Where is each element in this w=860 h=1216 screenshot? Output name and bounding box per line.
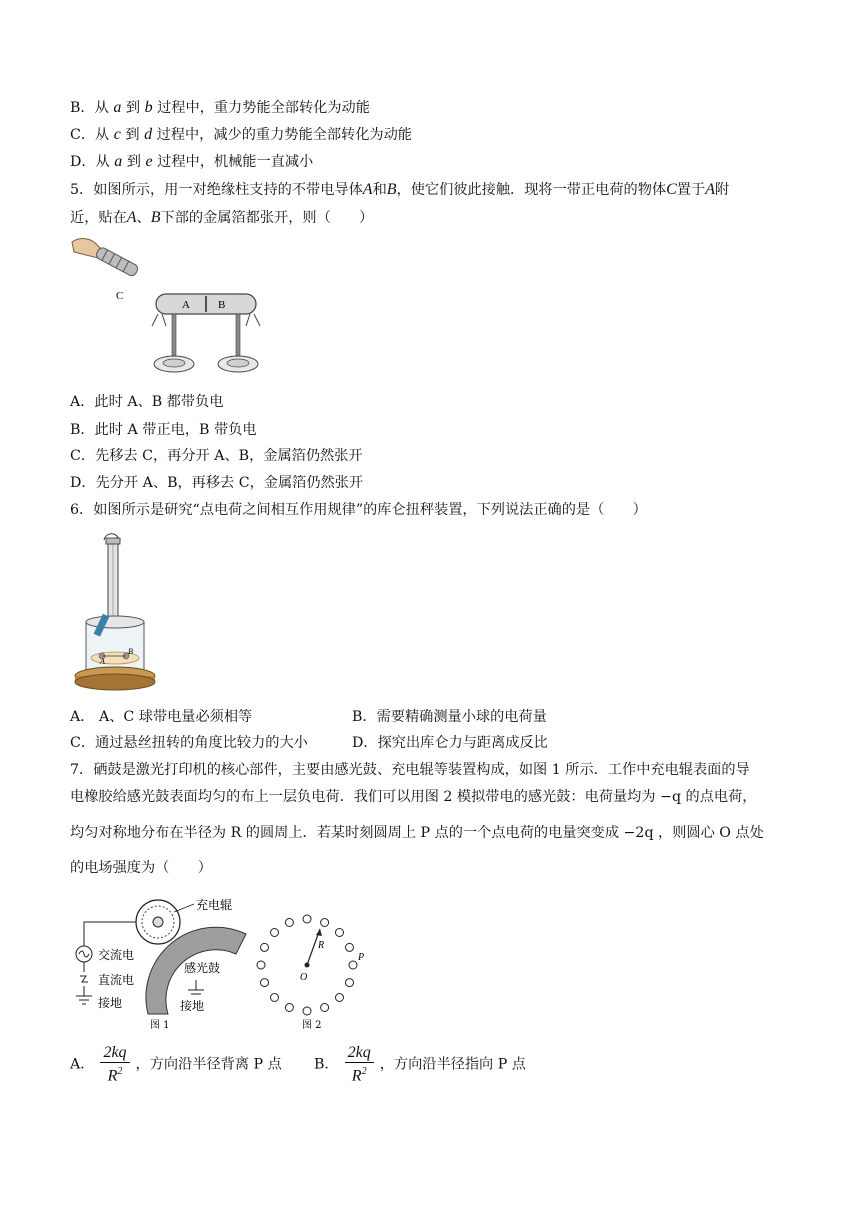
point-charge: [271, 994, 279, 1002]
q5-option-a: A．此时 A、B 都带负电: [70, 394, 224, 410]
point-charge: [285, 919, 293, 927]
label-c: C: [116, 290, 124, 302]
q5-option-b: B．此时 A 带正电，B 带负电: [70, 422, 257, 438]
q6-option-b: B．需要精确测量小球的电荷量: [352, 709, 547, 725]
q4-option-c: C．从 c 到 d 过程中，减少的重力势能全部转化为动能: [70, 126, 412, 143]
point-charge: [346, 943, 354, 951]
q6-options-row2: [70, 733, 548, 753]
charged-rod-c: [95, 246, 139, 277]
point-charge: [271, 929, 279, 937]
point-charge: [303, 1007, 311, 1015]
q5-stem-line1: 5．如图所示，用一对绝缘柱支持的不带电导体A和B，使它们彼此接触．现将一带正电荷的物体C置于A附: [70, 181, 730, 198]
label-b: B: [218, 299, 226, 311]
q7-figure-2: [258, 904, 378, 1034]
svg-text:感光鼓: 感光鼓: [184, 961, 221, 975]
point-charge: [285, 1004, 293, 1012]
q6-stem: 6．如图所示是研究“点电荷之间相互作用规律”的库仑扭秤装置，下列说法正确的是（ ）: [70, 502, 647, 518]
label-p: P: [358, 952, 365, 963]
label-o: O: [300, 972, 308, 983]
svg-text:接地: 接地: [180, 999, 205, 1013]
q6-options-row1: [70, 707, 547, 727]
point-charge: [349, 961, 357, 969]
label-r: R: [318, 940, 325, 951]
point-charge: [303, 915, 311, 923]
q4-option-b: B．从 a 到 b 过程中，重力势能全部转化为动能: [70, 99, 370, 116]
q7-stem-line4: 的电场强度为（ ）: [70, 860, 212, 876]
point-charge: [321, 919, 329, 927]
label-a: A: [100, 657, 105, 666]
q7-option-a: A． $\frac{2kq}{R^2}$ ，方向沿半径背离 P 点: [70, 1044, 282, 1085]
q5-stem-line2: 近，贴在A、B下部的金属箔都张开，则（ ）: [70, 209, 374, 226]
q5-option-c: C．先移去 C，再分开 A、B，金属箔仍然张开: [70, 448, 363, 464]
point-charge: [336, 929, 344, 937]
dc-source-icon: [80, 976, 88, 982]
q5-figure: [70, 234, 280, 382]
label-b: B: [128, 647, 133, 656]
label-a: A: [182, 299, 190, 311]
point-charge: [346, 979, 354, 987]
q6-option-c: C．通过悬丝扭转的角度比较力的大小: [70, 735, 308, 751]
q6-option-a: A． A、C 球带电量必须相等: [70, 709, 253, 725]
svg-text:接地: 接地: [98, 996, 123, 1010]
point-charge: [336, 994, 344, 1002]
q7-stem-line1: 7．硒鼓是激光打印机的核心部件，主要由感光鼓、充电辊等装置构成，如图 1 所示．工作中充电辊表面的导: [70, 762, 750, 778]
q4-option-d: D．从 a 到 e 过程中，机械能一直减小: [70, 153, 314, 170]
point-charge: [261, 979, 269, 987]
svg-text:直流电: 直流电: [98, 973, 135, 987]
q6-option-d: D．探究出库仑力与距离成反比: [352, 735, 548, 751]
q5-option-d: D．先分开 A、B，再移去 C，金属箔仍然张开: [70, 475, 364, 491]
q6-figure: [70, 530, 170, 692]
svg-text:图 2: 图 2: [302, 1020, 322, 1031]
svg-text:交流电: 交流电: [98, 948, 135, 962]
q7-figure-1: [70, 896, 250, 1034]
svg-text:图 1: 图 1: [150, 1020, 170, 1031]
q7-stem-line2: 电橡胶给感光鼓表面均匀的布上一层负电荷．我们可以用图 2 模拟带电的感光鼓：电荷量均为 −q 的点电荷，: [70, 789, 757, 805]
point-charge: [261, 943, 269, 951]
point-charge: [257, 961, 265, 969]
q7-option-b: B． $\frac{2kq}{R^2}$ ，方向沿半径指向 P 点: [314, 1044, 526, 1085]
point-charge: [321, 1004, 329, 1012]
svg-text:充电辊: 充电辊: [196, 898, 233, 912]
q7-stem-line3: 均匀对称地分布在半径为 R 的圆周上．若某时刻圆周上 P 点的一个点电荷的电量突变成 −2q ，则圆心 O 点处: [70, 825, 764, 841]
